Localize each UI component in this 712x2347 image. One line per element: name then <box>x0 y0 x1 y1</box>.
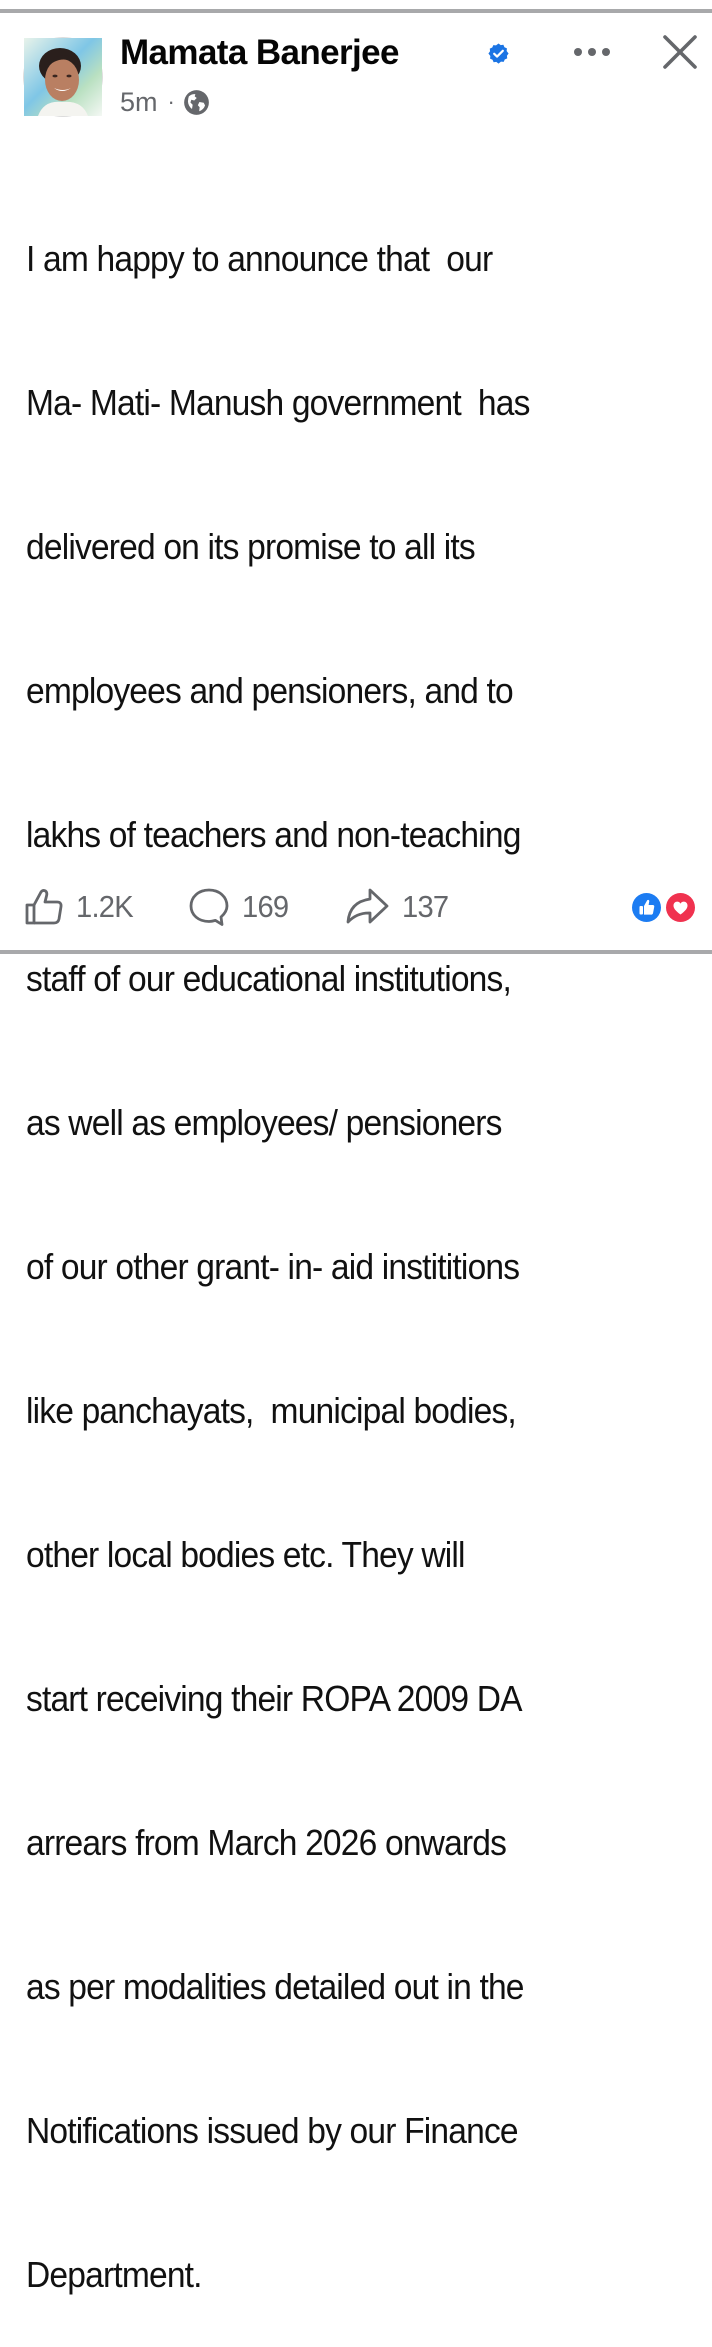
globe-icon <box>183 89 210 116</box>
more-options-button[interactable] <box>566 38 618 66</box>
post-body-line: other local bodies etc. They will <box>26 1534 465 1575</box>
close-button[interactable] <box>660 32 700 72</box>
avatar-portrait-icon <box>24 38 102 116</box>
post-body-line: Notifications issued by our Finance <box>26 2110 518 2151</box>
post-body-line: as well as employees/ pensioners <box>26 1102 502 1143</box>
post-body-line: arrears from March 2026 onwards <box>26 1822 507 1863</box>
post-body-line: delivered on its promise to all its <box>26 526 475 567</box>
reaction-summary[interactable] <box>632 893 698 922</box>
post-meta <box>120 84 210 120</box>
comment-bubble-icon <box>188 887 230 927</box>
post-body-line: staff of our educational institutions, <box>26 958 511 999</box>
share-count: 137 <box>402 889 449 924</box>
verified-badge-icon <box>487 42 510 65</box>
comment-button[interactable] <box>188 884 291 930</box>
author-avatar[interactable] <box>24 38 102 116</box>
ellipsis-icon <box>574 48 610 56</box>
meta-separator: · <box>167 89 175 114</box>
like-count: 1.2K <box>76 889 133 924</box>
post-body-line: start receiving their ROPA 2009 DA <box>26 1678 522 1719</box>
comment-count: 169 <box>242 889 289 924</box>
like-button[interactable] <box>24 884 137 930</box>
post-body-line: I am happy to announce that our <box>26 238 493 279</box>
thumbs-up-icon <box>24 888 64 926</box>
engagement-bar <box>0 884 712 930</box>
post-body-line: lakhs of teachers and non-teaching <box>26 814 521 855</box>
like-reaction-icon <box>632 893 661 922</box>
bottom-divider <box>0 950 712 954</box>
love-reaction-icon <box>666 893 695 922</box>
share-button[interactable] <box>344 884 451 930</box>
post-body <box>26 139 661 2347</box>
top-divider <box>0 9 712 13</box>
close-icon <box>665 37 695 67</box>
post-body-line: as per modalities detailed out in the <box>26 1966 524 2007</box>
post-timestamp[interactable]: 5m <box>120 87 158 117</box>
share-arrow-icon <box>344 887 390 927</box>
post-body-line: Department. <box>26 2254 202 2295</box>
post-body-line: Ma- Mati- Manush government has <box>26 382 530 423</box>
post-body-line: of our other grant- in- aid instititions <box>26 1246 520 1287</box>
author-name[interactable]: Mamata Banerjee <box>120 33 399 72</box>
post-body-line: employees and pensioners, and to <box>26 670 513 711</box>
post-body-line: like panchayats, municipal bodies, <box>26 1390 516 1431</box>
